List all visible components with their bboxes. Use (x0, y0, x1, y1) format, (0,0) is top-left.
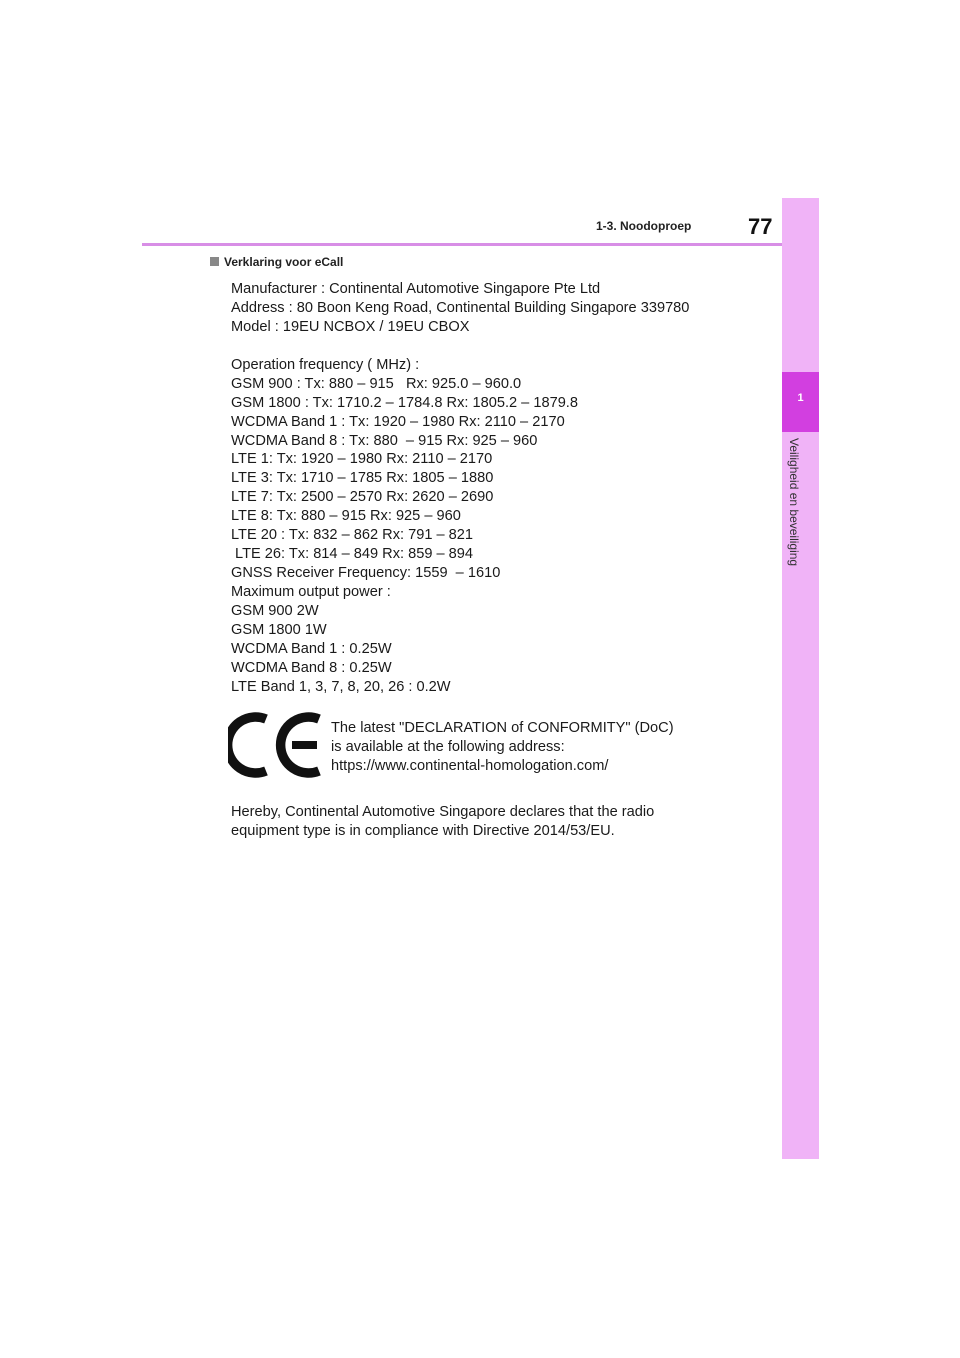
frequency-line: LTE 26: Tx: 814 – 849 Rx: 859 – 894 (231, 546, 474, 563)
doc-text (331, 719, 674, 776)
side-chapter-label: Veiligheid en beveiliging (787, 438, 801, 567)
output-power-line: Maximum output power : (231, 584, 391, 600)
output-power-line: LTE Band 1, 3, 7, 8, 20, 26 : 0.2W (231, 678, 451, 695)
frequency-line: GSM 900 : Tx: 880 – 915 Rx: 925.0 – 960.0 (231, 375, 522, 392)
declaration-text-block (231, 280, 751, 697)
ce-mark-icon (228, 710, 324, 780)
header-rule (142, 243, 782, 246)
output-power-line: GSM 1800 1W (231, 621, 327, 638)
frequency-line: LTE 1: Tx: 1920 – 1980 Rx: 2110 – 2170 (231, 451, 493, 468)
compliance-line: Hereby, Continental Automotive Singapore declares that the radio (231, 804, 655, 820)
manufacturer-line: Manufacturer : Continental Automotive Singapore Pte Ltd (231, 281, 601, 297)
model-line: Model : 19EU NCBOX / 19EU CBOX (231, 318, 470, 335)
section-heading (210, 255, 343, 269)
doc-url: https://www.continental-homologation.com/ (331, 757, 609, 774)
section-heading-text: Verklaring voor eCall (224, 255, 344, 269)
frequency-line: LTE 7: Tx: 2500 – 2570 Rx: 2620 – 2690 (231, 489, 494, 506)
output-power-line: GSM 900 2W (231, 602, 319, 619)
spacer (231, 337, 751, 356)
frequency-line: WCDMA Band 8 : Tx: 880 – 915 Rx: 925 – 960 (231, 432, 538, 449)
ce-conformity-block (228, 710, 748, 782)
frequency-line: LTE 8: Tx: 880 – 915 Rx: 925 – 960 (231, 508, 461, 525)
frequency-line: LTE 20 : Tx: 832 – 862 Rx: 791 – 821 (231, 527, 474, 544)
compliance-line: equipment type is in compliance with Directive 2014/53/EU. (231, 822, 615, 839)
frequency-line: GNSS Receiver Frequency: 1559 – 1610 (231, 565, 501, 582)
square-bullet-icon (210, 257, 219, 266)
compliance-statement (231, 803, 751, 841)
side-chapter-tab (782, 198, 819, 1159)
doc-line: The latest "DECLARATION of CONFORMITY" (DoC) (331, 720, 674, 736)
frequency-line: LTE 3: Tx: 1710 – 1785 Rx: 1805 – 1880 (231, 470, 494, 487)
frequency-line: WCDMA Band 1 : Tx: 1920 – 1980 Rx: 2110 – 2170 (231, 413, 565, 430)
output-power-line: WCDMA Band 8 : 0.25W (231, 659, 392, 676)
side-chapter-number: 1 (797, 392, 804, 404)
doc-line: is available at the following address: (331, 738, 565, 755)
chapter-section-title: 1-3. Noodoproep (596, 219, 692, 233)
frequency-line: Operation frequency ( MHz) : (231, 356, 420, 373)
address-line: Address : 80 Boon Keng Road, Continental Building Singapore 339780 (231, 299, 690, 316)
output-power-line: WCDMA Band 1 : 0.25W (231, 640, 392, 657)
frequency-line: GSM 1800 : Tx: 1710.2 – 1784.8 Rx: 1805.2 – 1879.8 (231, 394, 578, 411)
page-number: 77 (748, 214, 773, 239)
